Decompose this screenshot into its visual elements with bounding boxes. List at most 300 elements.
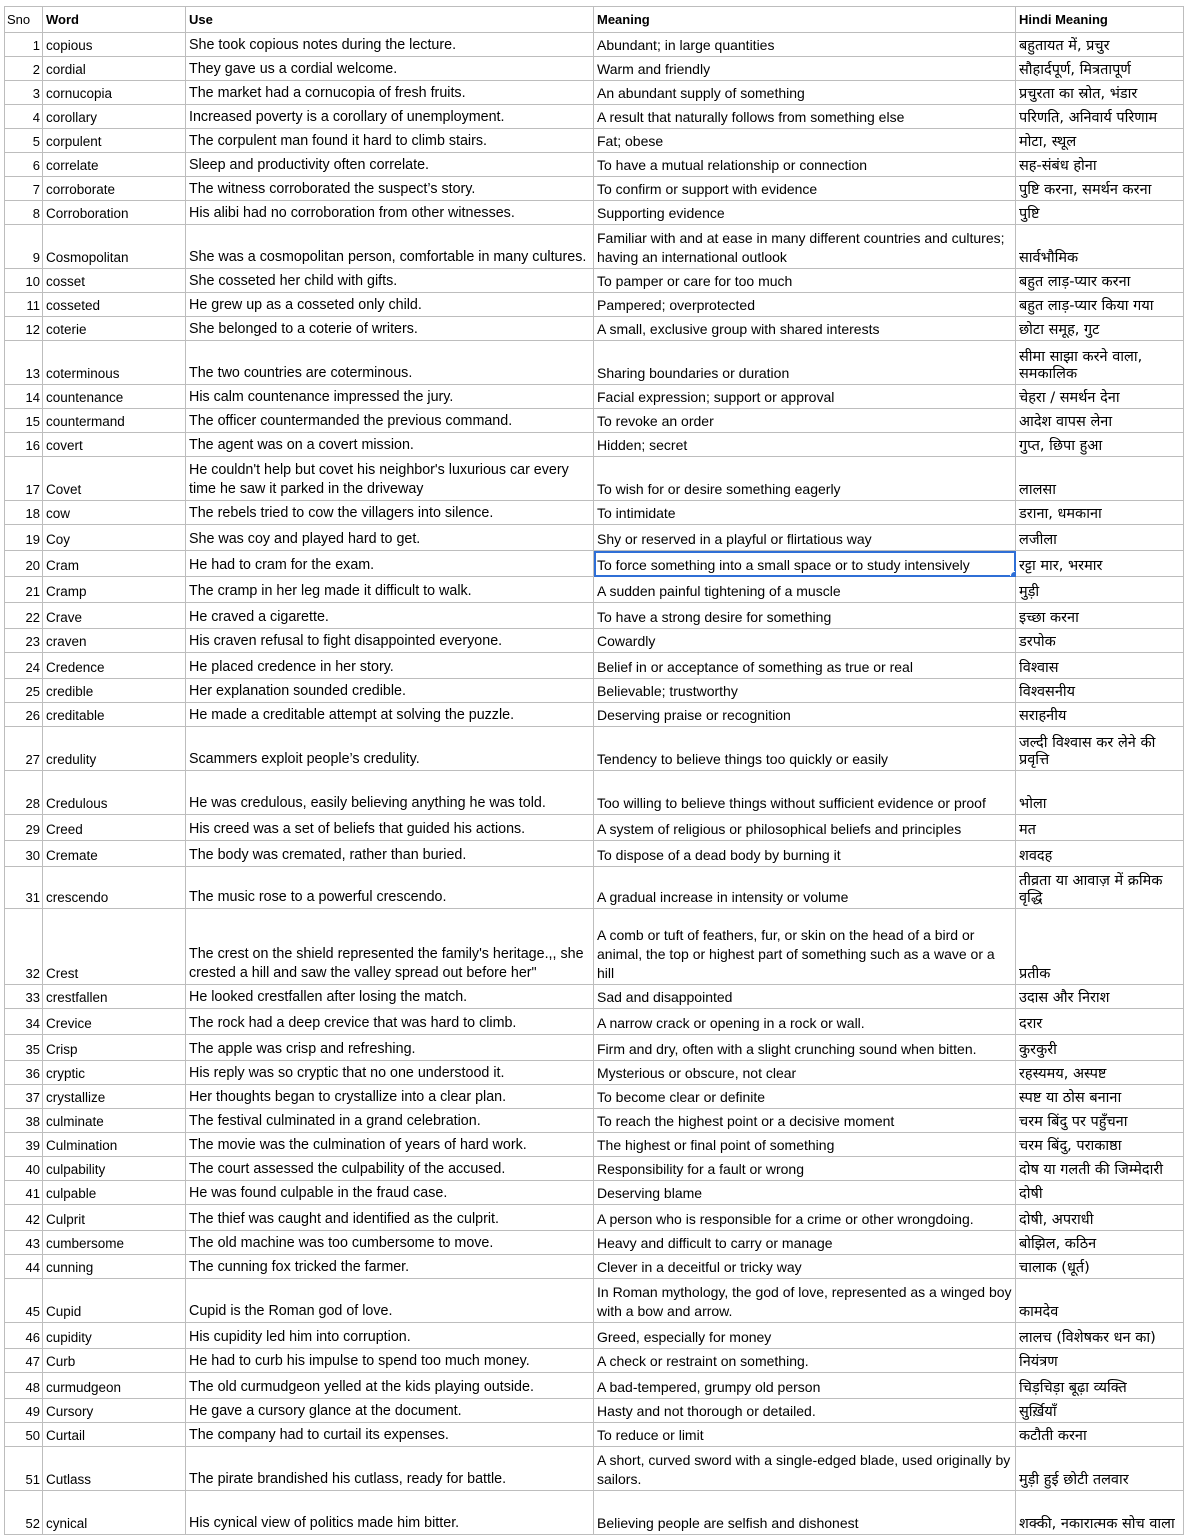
meaning-cell[interactable]: A bad-tempered, grumpy old person (594, 1373, 1016, 1399)
meaning-cell[interactable]: Hidden; secret (594, 433, 1016, 457)
word-cell[interactable]: Credulous (43, 771, 186, 815)
word-cell[interactable]: coterminous (43, 341, 186, 385)
meaning-cell[interactable]: A sudden painful tightening of a muscle (594, 577, 1016, 603)
word-cell[interactable]: Credence (43, 653, 186, 679)
word-cell[interactable]: credulity (43, 727, 186, 771)
use-cell[interactable]: He was found culpable in the fraud case. (186, 1181, 594, 1205)
sno-cell[interactable]: 1 (5, 33, 43, 57)
use-cell[interactable]: He had to cram for the exam. (186, 551, 594, 577)
sno-cell[interactable]: 12 (5, 317, 43, 341)
sno-cell[interactable]: 5 (5, 129, 43, 153)
word-cell[interactable]: covert (43, 433, 186, 457)
hindi-cell[interactable]: डराना, धमकाना (1016, 501, 1184, 525)
use-cell[interactable]: His reply was so cryptic that no one understood it. (186, 1061, 594, 1085)
hindi-cell[interactable]: चरम बिंदु पर पहुँचना (1016, 1109, 1184, 1133)
table-row (5, 1349, 1184, 1373)
word-cell[interactable]: countenance (43, 385, 186, 409)
word-cell[interactable]: credible (43, 679, 186, 703)
meaning-cell[interactable]: Shy or reserved in a playful or flirtatious way (594, 525, 1016, 551)
hindi-cell[interactable]: आदेश वापस लेना (1016, 409, 1184, 433)
word-cell[interactable]: craven (43, 629, 186, 653)
table-row (5, 177, 1184, 201)
meaning-cell[interactable]: Greed, especially for money (594, 1323, 1016, 1349)
use-cell[interactable]: The festival culminated in a grand celebration. (186, 1109, 594, 1133)
table-row (5, 815, 1184, 841)
sno-cell[interactable]: 11 (5, 293, 43, 317)
use-cell[interactable]: His craven refusal to fight disappointed everyone. (186, 629, 594, 653)
word-cell[interactable]: culpability (43, 1157, 186, 1181)
hindi-cell[interactable]: शक्की, नकारात्मक सोच वाला (1016, 1491, 1184, 1535)
word-cell[interactable]: cunning (43, 1255, 186, 1279)
hindi-cell[interactable]: चेहरा / समर्थन देना (1016, 385, 1184, 409)
sno-cell[interactable]: 34 (5, 1009, 43, 1035)
hindi-cell[interactable]: बहुत लाड़-प्यार किया गया (1016, 293, 1184, 317)
meaning-cell[interactable]: In Roman mythology, the god of love, represented as a winged boy with a bow and arrow. (594, 1279, 1016, 1323)
word-cell[interactable]: Cram (43, 551, 186, 577)
meaning-cell[interactable]: A comb or tuft of feathers, fur, or skin on the head of a bird or animal, the top or highest part of something such as a wave or a hill (594, 909, 1016, 985)
table-row (5, 1133, 1184, 1157)
use-cell[interactable]: He placed credence in her story. (186, 653, 594, 679)
meaning-cell[interactable]: To reach the highest point or a decisive moment (594, 1109, 1016, 1133)
table-row (5, 457, 1184, 501)
sno-cell[interactable]: 33 (5, 985, 43, 1009)
word-cell[interactable]: crescendo (43, 867, 186, 909)
sno-cell[interactable]: 24 (5, 653, 43, 679)
meaning-cell[interactable]: An abundant supply of something (594, 81, 1016, 105)
table-row (5, 105, 1184, 129)
hindi-cell[interactable]: इच्छा करना (1016, 603, 1184, 629)
meaning-cell[interactable]: Abundant; in large quantities (594, 33, 1016, 57)
use-cell[interactable]: Sleep and productivity often correlate. (186, 153, 594, 177)
use-cell[interactable]: He craved a cigarette. (186, 603, 594, 629)
hindi-cell[interactable]: शवदह (1016, 841, 1184, 867)
use-cell[interactable]: His cupidity led him into corruption. (186, 1323, 594, 1349)
word-cell[interactable]: Culprit (43, 1205, 186, 1231)
sno-cell[interactable]: 31 (5, 867, 43, 909)
word-cell[interactable]: culpable (43, 1181, 186, 1205)
use-cell[interactable]: Cupid is the Roman god of love. (186, 1279, 594, 1323)
meaning-cell[interactable]: Cowardly (594, 629, 1016, 653)
selected-cell[interactable]: To force something into a small space or to study intensively (594, 551, 1016, 577)
sno-cell[interactable]: 47 (5, 1349, 43, 1373)
hindi-cell[interactable]: चरम बिंदु, पराकाष्ठा (1016, 1133, 1184, 1157)
word-cell[interactable]: cumbersome (43, 1231, 186, 1255)
hindi-cell[interactable]: विश्वास (1016, 653, 1184, 679)
hindi-cell[interactable]: नियंत्रण (1016, 1349, 1184, 1373)
meaning-cell[interactable]: To have a strong desire for something (594, 603, 1016, 629)
meaning-cell[interactable]: A system of religious or philosophical beliefs and principles (594, 815, 1016, 841)
table-row (5, 153, 1184, 177)
hindi-cell[interactable]: लजीला (1016, 525, 1184, 551)
meaning-cell[interactable]: Too willing to believe things without sufficient evidence or proof (594, 771, 1016, 815)
use-cell[interactable]: The apple was crisp and refreshing. (186, 1035, 594, 1061)
use-cell[interactable]: His alibi had no corroboration from other witnesses. (186, 201, 594, 225)
hindi-cell[interactable]: दोषी, अपराधी (1016, 1205, 1184, 1231)
table-row (5, 867, 1184, 909)
meaning-cell[interactable]: A small, exclusive group with shared interests (594, 317, 1016, 341)
use-cell[interactable]: She belonged to a coterie of writers. (186, 317, 594, 341)
word-cell[interactable]: culminate (43, 1109, 186, 1133)
use-cell[interactable]: The thief was caught and identified as the culprit. (186, 1205, 594, 1231)
hindi-cell[interactable]: पुष्टि करना, समर्थन करना (1016, 177, 1184, 201)
meaning-cell[interactable]: To revoke an order (594, 409, 1016, 433)
header-meaning[interactable]: Meaning (594, 7, 1016, 33)
meaning-cell[interactable]: To have a mutual relationship or connection (594, 153, 1016, 177)
table-row (5, 653, 1184, 679)
word-cell[interactable]: Covet (43, 457, 186, 501)
header-word[interactable]: Word (43, 7, 186, 33)
meaning-cell[interactable]: Believing people are selfish and dishonest (594, 1491, 1016, 1535)
sno-cell[interactable]: 15 (5, 409, 43, 433)
table-row (5, 1373, 1184, 1399)
word-cell[interactable]: cryptic (43, 1061, 186, 1085)
word-cell[interactable]: Curb (43, 1349, 186, 1373)
sno-cell[interactable]: 10 (5, 269, 43, 293)
meaning-cell[interactable]: Hasty and not thorough or detailed. (594, 1399, 1016, 1423)
table-row (5, 81, 1184, 105)
word-cell[interactable]: cordial (43, 57, 186, 81)
table-row (5, 525, 1184, 551)
sno-cell[interactable]: 21 (5, 577, 43, 603)
meaning-cell[interactable]: A result that naturally follows from something else (594, 105, 1016, 129)
hindi-cell[interactable]: कटौती करना (1016, 1423, 1184, 1447)
hindi-cell[interactable]: चालाक (धूर्त) (1016, 1255, 1184, 1279)
use-cell[interactable]: Increased poverty is a corollary of unemployment. (186, 105, 594, 129)
use-cell[interactable]: His creed was a set of beliefs that guided his actions. (186, 815, 594, 841)
meaning-cell[interactable]: To intimidate (594, 501, 1016, 525)
sno-cell[interactable]: 36 (5, 1061, 43, 1085)
meaning-cell[interactable]: The highest or final point of something (594, 1133, 1016, 1157)
use-cell[interactable]: The rebels tried to cow the villagers into silence. (186, 501, 594, 525)
sno-cell[interactable]: 44 (5, 1255, 43, 1279)
sno-cell[interactable]: 29 (5, 815, 43, 841)
word-cell[interactable]: cynical (43, 1491, 186, 1535)
meaning-cell[interactable]: Firm and dry, often with a slight crunching sound when bitten. (594, 1035, 1016, 1061)
sno-cell[interactable]: 23 (5, 629, 43, 653)
table-row (5, 501, 1184, 525)
meaning-cell[interactable]: Supporting evidence (594, 201, 1016, 225)
table-row (5, 1231, 1184, 1255)
sno-cell[interactable]: 26 (5, 703, 43, 727)
sno-cell[interactable]: 14 (5, 385, 43, 409)
table-row (5, 341, 1184, 385)
table-row (5, 909, 1184, 985)
sno-cell[interactable]: 19 (5, 525, 43, 551)
sno-cell[interactable]: 45 (5, 1279, 43, 1323)
use-cell[interactable]: The music rose to a powerful crescendo. (186, 867, 594, 909)
word-cell[interactable]: countermand (43, 409, 186, 433)
use-cell[interactable]: He couldn't help but covet his neighbor's luxurious car every time he saw it parked in the driveway (186, 457, 594, 501)
sno-cell[interactable]: 18 (5, 501, 43, 525)
hindi-cell[interactable]: बहुत लाड़-प्यार करना (1016, 269, 1184, 293)
hindi-cell[interactable]: गुप्त, छिपा हुआ (1016, 433, 1184, 457)
use-cell[interactable]: The cramp in her leg made it difficult to walk. (186, 577, 594, 603)
hindi-cell[interactable]: परिणति, अनिवार्य परिणाम (1016, 105, 1184, 129)
table-row (5, 409, 1184, 433)
use-cell[interactable]: The crest on the shield represented the family's heritage.,, she crested a hill and saw the valley spread out before her" (186, 909, 594, 985)
hindi-cell[interactable]: डरपोक (1016, 629, 1184, 653)
use-cell[interactable]: He had to curb his impulse to spend too much money. (186, 1349, 594, 1373)
word-cell[interactable]: cupidity (43, 1323, 186, 1349)
hindi-cell[interactable]: तीव्रता या आवाज़ में क्रमिक वृद्धि (1016, 867, 1184, 909)
table-row (5, 385, 1184, 409)
sno-cell[interactable]: 4 (5, 105, 43, 129)
use-cell[interactable]: The old curmudgeon yelled at the kids playing outside. (186, 1373, 594, 1399)
meaning-cell[interactable]: Fat; obese (594, 129, 1016, 153)
hindi-cell[interactable]: मुड़ी (1016, 577, 1184, 603)
hindi-cell[interactable]: विश्वसनीय (1016, 679, 1184, 703)
word-cell[interactable]: corpulent (43, 129, 186, 153)
sno-cell[interactable]: 8 (5, 201, 43, 225)
meaning-cell[interactable]: Tendency to believe things too quickly or easily (594, 727, 1016, 771)
word-cell[interactable]: correlate (43, 153, 186, 177)
meaning-cell[interactable]: Familiar with and at ease in many different countries and cultures; having an international outlook (594, 225, 1016, 269)
use-cell[interactable]: They gave us a cordial welcome. (186, 57, 594, 81)
hindi-cell[interactable]: सीमा साझा करने वाला, समकालिक (1016, 341, 1184, 385)
word-cell[interactable]: corollary (43, 105, 186, 129)
hindi-cell[interactable]: उदास और निराश (1016, 985, 1184, 1009)
table-row (5, 1181, 1184, 1205)
word-cell[interactable]: crystallize (43, 1085, 186, 1109)
meaning-cell[interactable]: A check or restraint on something. (594, 1349, 1016, 1373)
word-cell[interactable]: Crave (43, 603, 186, 629)
meaning-cell[interactable]: A narrow crack or opening in a rock or wall. (594, 1009, 1016, 1035)
header-use[interactable]: Use (186, 7, 594, 33)
hindi-cell[interactable]: रट्टा मार, भरमार (1016, 551, 1184, 577)
hindi-cell[interactable]: जल्दी विश्वास कर लेने की प्रवृत्ति (1016, 727, 1184, 771)
use-cell[interactable]: The witness corroborated the suspect’s story. (186, 177, 594, 201)
hindi-cell[interactable]: स्पष्ट या ठोस बनाना (1016, 1085, 1184, 1109)
word-cell[interactable]: Cursory (43, 1399, 186, 1423)
word-cell[interactable]: Cremate (43, 841, 186, 867)
use-cell[interactable]: She took copious notes during the lecture. (186, 33, 594, 57)
use-cell[interactable]: Her explanation sounded credible. (186, 679, 594, 703)
table-row (5, 577, 1184, 603)
meaning-cell[interactable]: Sad and disappointed (594, 985, 1016, 1009)
word-cell[interactable]: Cupid (43, 1279, 186, 1323)
use-cell[interactable]: He gave a cursory glance at the document. (186, 1399, 594, 1423)
meaning-cell[interactable]: To reduce or limit (594, 1423, 1016, 1447)
meaning-cell[interactable]: Deserving blame (594, 1181, 1016, 1205)
word-cell[interactable]: Curtail (43, 1423, 186, 1447)
use-cell[interactable]: He looked crestfallen after losing the match. (186, 985, 594, 1009)
meaning-cell[interactable]: Responsibility for a fault or wrong (594, 1157, 1016, 1181)
word-cell[interactable]: cosset (43, 269, 186, 293)
meaning-cell[interactable]: Pampered; overprotected (594, 293, 1016, 317)
table-row (5, 603, 1184, 629)
sno-cell[interactable]: 22 (5, 603, 43, 629)
word-cell[interactable]: Corroboration (43, 201, 186, 225)
sno-cell[interactable]: 32 (5, 909, 43, 985)
sno-cell[interactable]: 50 (5, 1423, 43, 1447)
use-cell[interactable]: The agent was on a covert mission. (186, 433, 594, 457)
sno-cell[interactable]: 48 (5, 1373, 43, 1399)
hindi-cell[interactable]: सार्वभौमिक (1016, 225, 1184, 269)
use-cell[interactable]: She was a cosmopolitan person, comfortable in many cultures. (186, 225, 594, 269)
word-cell[interactable]: Cutlass (43, 1447, 186, 1491)
word-cell[interactable]: Crevice (43, 1009, 186, 1035)
sno-cell[interactable]: 25 (5, 679, 43, 703)
meaning-cell[interactable]: A gradual increase in intensity or volume (594, 867, 1016, 909)
table-row (5, 1399, 1184, 1423)
word-cell[interactable]: Coy (43, 525, 186, 551)
use-cell[interactable]: The court assessed the culpability of the accused. (186, 1157, 594, 1181)
meaning-cell[interactable]: Facial expression; support or approval (594, 385, 1016, 409)
table-row (5, 201, 1184, 225)
sno-cell[interactable]: 52 (5, 1491, 43, 1535)
use-cell[interactable]: The body was cremated, rather than buried. (186, 841, 594, 867)
word-cell[interactable]: curmudgeon (43, 1373, 186, 1399)
sno-cell[interactable]: 27 (5, 727, 43, 771)
sno-cell[interactable]: 41 (5, 1181, 43, 1205)
word-cell[interactable]: cornucopia (43, 81, 186, 105)
meaning-cell[interactable]: A person who is responsible for a crime or other wrongdoing. (594, 1205, 1016, 1231)
hindi-cell[interactable]: भोला (1016, 771, 1184, 815)
use-cell[interactable]: The cunning fox tricked the farmer. (186, 1255, 594, 1279)
hindi-cell[interactable]: छोटा समूह, गुट (1016, 317, 1184, 341)
word-cell[interactable]: coterie (43, 317, 186, 341)
meaning-cell[interactable]: To pamper or care for too much (594, 269, 1016, 293)
use-cell[interactable]: The two countries are coterminous. (186, 341, 594, 385)
word-cell[interactable]: Crisp (43, 1035, 186, 1061)
table-row (5, 225, 1184, 269)
table-row (5, 317, 1184, 341)
header-hindi[interactable]: Hindi Meaning (1016, 7, 1184, 33)
meaning-cell[interactable]: Believable; trustworthy (594, 679, 1016, 703)
use-cell[interactable]: His calm countenance impressed the jury. (186, 385, 594, 409)
sno-cell[interactable]: 38 (5, 1109, 43, 1133)
sno-cell[interactable]: 49 (5, 1399, 43, 1423)
meaning-cell[interactable]: Belief in or acceptance of something as true or real (594, 653, 1016, 679)
hindi-cell[interactable]: सौहार्दपूर्ण, मित्रतापूर्ण (1016, 57, 1184, 81)
meaning-cell[interactable]: To wish for or desire something eagerly (594, 457, 1016, 501)
use-cell[interactable]: The pirate brandished his cutlass, ready for battle. (186, 1447, 594, 1491)
hindi-cell[interactable]: कामदेव (1016, 1279, 1184, 1323)
word-cell[interactable]: Creed (43, 815, 186, 841)
use-cell[interactable]: Scammers exploit people’s credulity. (186, 727, 594, 771)
use-cell[interactable]: Her thoughts began to crystallize into a clear plan. (186, 1085, 594, 1109)
word-cell[interactable]: Cramp (43, 577, 186, 603)
use-cell[interactable]: He made a creditable attempt at solving the puzzle. (186, 703, 594, 727)
use-cell[interactable]: The market had a cornucopia of fresh fruits. (186, 81, 594, 105)
table-row (5, 1035, 1184, 1061)
sno-cell[interactable]: 30 (5, 841, 43, 867)
sno-cell[interactable]: 13 (5, 341, 43, 385)
sno-cell[interactable]: 43 (5, 1231, 43, 1255)
hindi-cell[interactable]: दोषी (1016, 1181, 1184, 1205)
sno-cell[interactable]: 9 (5, 225, 43, 269)
hindi-cell[interactable]: सराहनीय (1016, 703, 1184, 727)
hindi-cell[interactable]: प्रचुरता का स्रोत, भंडार (1016, 81, 1184, 105)
word-cell[interactable]: cow (43, 501, 186, 525)
meaning-cell[interactable]: Heavy and difficult to carry or manage (594, 1231, 1016, 1255)
hindi-cell[interactable]: बहुतायत में, प्रचुर (1016, 33, 1184, 57)
hindi-cell[interactable]: लालच (विशेषकर धन का) (1016, 1323, 1184, 1349)
sno-cell[interactable]: 51 (5, 1447, 43, 1491)
hindi-cell[interactable]: प्रतीक (1016, 909, 1184, 985)
sno-cell[interactable]: 35 (5, 1035, 43, 1061)
use-cell[interactable]: He was credulous, easily believing anything he was told. (186, 771, 594, 815)
meaning-cell[interactable]: A short, curved sword with a single-edged blade, used originally by sailors. (594, 1447, 1016, 1491)
sno-cell[interactable]: 3 (5, 81, 43, 105)
meaning-cell[interactable]: To become clear or definite (594, 1085, 1016, 1109)
use-cell[interactable]: The old machine was too cumbersome to move. (186, 1231, 594, 1255)
sno-cell[interactable]: 42 (5, 1205, 43, 1231)
hindi-cell[interactable]: मत (1016, 815, 1184, 841)
table-row (5, 33, 1184, 57)
sno-cell[interactable]: 39 (5, 1133, 43, 1157)
hindi-cell[interactable]: कुरकुरी (1016, 1035, 1184, 1061)
use-cell[interactable]: The company had to curtail its expenses. (186, 1423, 594, 1447)
word-cell[interactable]: Culmination (43, 1133, 186, 1157)
sno-cell[interactable]: 28 (5, 771, 43, 815)
use-cell[interactable]: The rock had a deep crevice that was hard to climb. (186, 1009, 594, 1035)
meaning-cell[interactable]: Mysterious or obscure, not clear (594, 1061, 1016, 1085)
meaning-cell[interactable]: Clever in a deceitful or tricky way (594, 1255, 1016, 1279)
word-cell[interactable]: cosseted (43, 293, 186, 317)
table-row (5, 1447, 1184, 1491)
meaning-cell[interactable]: To confirm or support with evidence (594, 177, 1016, 201)
meaning-cell[interactable]: Sharing boundaries or duration (594, 341, 1016, 385)
word-cell[interactable]: Crest (43, 909, 186, 985)
hindi-cell[interactable]: बोझिल, कठिन (1016, 1231, 1184, 1255)
sno-cell[interactable]: 40 (5, 1157, 43, 1181)
use-cell[interactable]: The officer countermanded the previous command. (186, 409, 594, 433)
header-sno[interactable]: Sno (5, 7, 43, 33)
sno-cell[interactable]: 46 (5, 1323, 43, 1349)
sno-cell[interactable]: 2 (5, 57, 43, 81)
hindi-cell[interactable]: चिड़चिड़ा बूढ़ा व्यक्ति (1016, 1373, 1184, 1399)
hindi-cell[interactable]: सुर्ख़ियाँ (1016, 1399, 1184, 1423)
word-cell[interactable]: copious (43, 33, 186, 57)
meaning-cell[interactable]: Warm and friendly (594, 57, 1016, 81)
word-cell[interactable]: crestfallen (43, 985, 186, 1009)
hindi-cell[interactable]: रहस्यमय, अस्पष्ट (1016, 1061, 1184, 1085)
use-cell[interactable]: His cynical view of politics made him bitter. (186, 1491, 594, 1535)
sno-cell[interactable]: 16 (5, 433, 43, 457)
sno-cell[interactable]: 6 (5, 153, 43, 177)
hindi-cell[interactable]: लालसा (1016, 457, 1184, 501)
table-row (5, 771, 1184, 815)
sno-cell[interactable]: 7 (5, 177, 43, 201)
use-cell[interactable]: He grew up as a cosseted only child. (186, 293, 594, 317)
hindi-cell[interactable]: दोष या गलती की जिम्मेदारी (1016, 1157, 1184, 1181)
hindi-cell[interactable]: पुष्टि (1016, 201, 1184, 225)
meaning-cell[interactable]: To dispose of a dead body by burning it (594, 841, 1016, 867)
hindi-cell[interactable]: मोटा, स्थूल (1016, 129, 1184, 153)
word-cell[interactable]: Cosmopolitan (43, 225, 186, 269)
hindi-cell[interactable]: सह-संबंध होना (1016, 153, 1184, 177)
sno-cell[interactable]: 17 (5, 457, 43, 501)
table-row (5, 293, 1184, 317)
sno-cell[interactable]: 37 (5, 1085, 43, 1109)
meaning-cell[interactable]: Deserving praise or recognition (594, 703, 1016, 727)
use-cell[interactable]: The movie was the culmination of years of hard work. (186, 1133, 594, 1157)
sno-cell[interactable]: 20 (5, 551, 43, 577)
table-row (5, 679, 1184, 703)
hindi-cell[interactable]: मुड़ी हुई छोटी तलवार (1016, 1447, 1184, 1491)
word-cell[interactable]: corroborate (43, 177, 186, 201)
table-row (5, 1205, 1184, 1231)
use-cell[interactable]: The corpulent man found it hard to climb stairs. (186, 129, 594, 153)
fill-handle[interactable] (1010, 571, 1016, 577)
use-cell[interactable]: She was coy and played hard to get. (186, 525, 594, 551)
table-row (5, 1109, 1184, 1133)
word-cell[interactable]: creditable (43, 703, 186, 727)
hindi-cell[interactable]: दरार (1016, 1009, 1184, 1035)
header-row (5, 7, 1184, 33)
use-cell[interactable]: She cosseted her child with gifts. (186, 269, 594, 293)
